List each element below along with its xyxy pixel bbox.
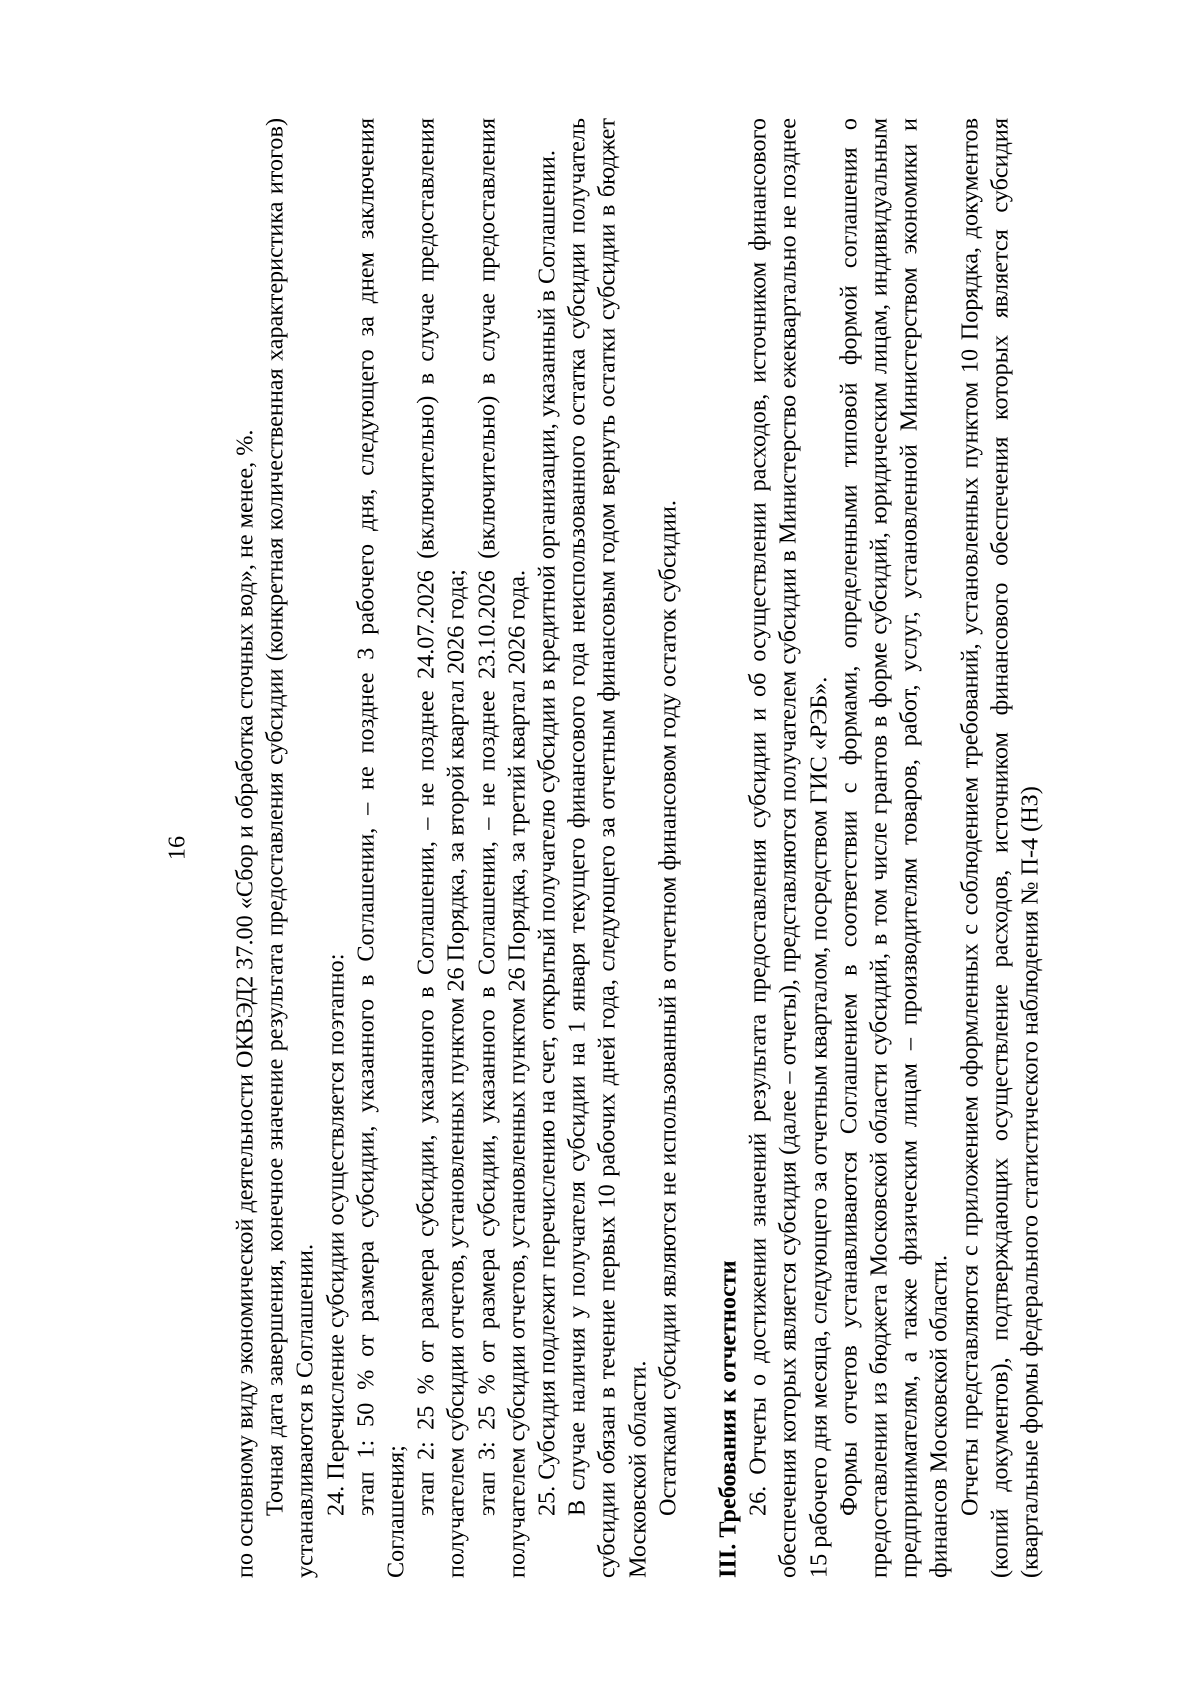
paragraph-completion-date: Точная дата завершения, конечное значение результата предоставления субсидии (конкретная количественная характеристика итогов) устанавливаются в Соглашении.: [261, 118, 319, 1578]
paragraph-okved-continuation: по основному виду экономической деятельности ОКВЭД2 37.00 «Сбор и обработка сточных вод», не менее, %.: [231, 429, 259, 1578]
paragraph-24-transfer-stages: 24. Перечисление субсидии осуществляется поэтапно:: [322, 953, 350, 1516]
paragraph-balance-definition: Остатками субсидии являются не использованный в отчетном финансовом году остаток субсидии.: [654, 500, 682, 1516]
paragraph-report-attachments: Отчеты представляются с приложением оформленных с соблюдением требований, установленных пунктом 10 Порядка, документов (копий документов), подтверждающих осуществление расходов, источником финансового обеспечения которых является субсидия (квартальные формы федерального статистического наблюдения № П-4 (НЗ): [956, 118, 1044, 1578]
paragraph-unused-balance: В случае наличия у получателя субсидии на 1 января текущего финансового года неиспользованного остатка субсидии получатель субсидии обязан в течение первых 10 рабочих дней года, следующего за отчетным финансовым годом вернуть остатки субсидии в бюджет Московской области.: [563, 118, 652, 1578]
paragraph-report-forms: Формы отчетов устанавливаются Соглашением в соответствии с формами, определенными типовой формой соглашения о предоставлении из бюджета Московской области субсидий, в том числе грантов в форме субсидий, юридическим лицам, индивидуальным предпринимателям, а также физическим лицам – производителям товаров, работ, услуг, установленной Министерством экономики и финансов Московской области.: [835, 118, 953, 1578]
page-number: 16: [163, 835, 191, 861]
paragraph-stage-1: этап 1: 50 % от размера субсидии, указанного в Соглашении, – не позднее 3 рабочего дня, следующего за днем заключения Соглашения;: [352, 118, 410, 1578]
rotated-page-content: [93, 48, 1108, 1648]
blank-line: [684, 118, 714, 1578]
paragraph-stage-2: этап 2: 25 % от размера субсидии, указанного в Соглашении, – не позднее 24.07.2026 (включительно) в случае предоставления получателем субсидии отчетов, установленных пунктом 26 Порядка, за второй квартал 2026 года;: [412, 118, 470, 1578]
paragraph-25-account: 25. Субсидия подлежит перечислению на счет, открытый получателю субсидии в кредитной организации, указанный в Соглашении.: [533, 150, 561, 1516]
paragraph-26-reports: 26. Отчеты о достижении значений результата предоставления субсидии и об осуществлении расходов, источником финансового обеспечения которых является субсидия (далее – отчеты), представляются получателем субсидии в Министерство ежеквартально не позднее 15 рабочего дня месяца, следующего за отчетным кварталом, посредством ГИС «РЭБ».: [744, 118, 833, 1578]
paragraph-stage-3: этап 3: 25 % от размера субсидии, указанного в Соглашении, – не позднее 23.10.2026 (включительно) в случае предоставления получателем субсидии отчетов, установленных пунктом 26 Порядка, за третий квартал 2026 года.: [473, 118, 531, 1578]
section-heading: III. Требования к отчетности: [714, 1260, 742, 1578]
document-body: [231, 118, 1046, 1578]
